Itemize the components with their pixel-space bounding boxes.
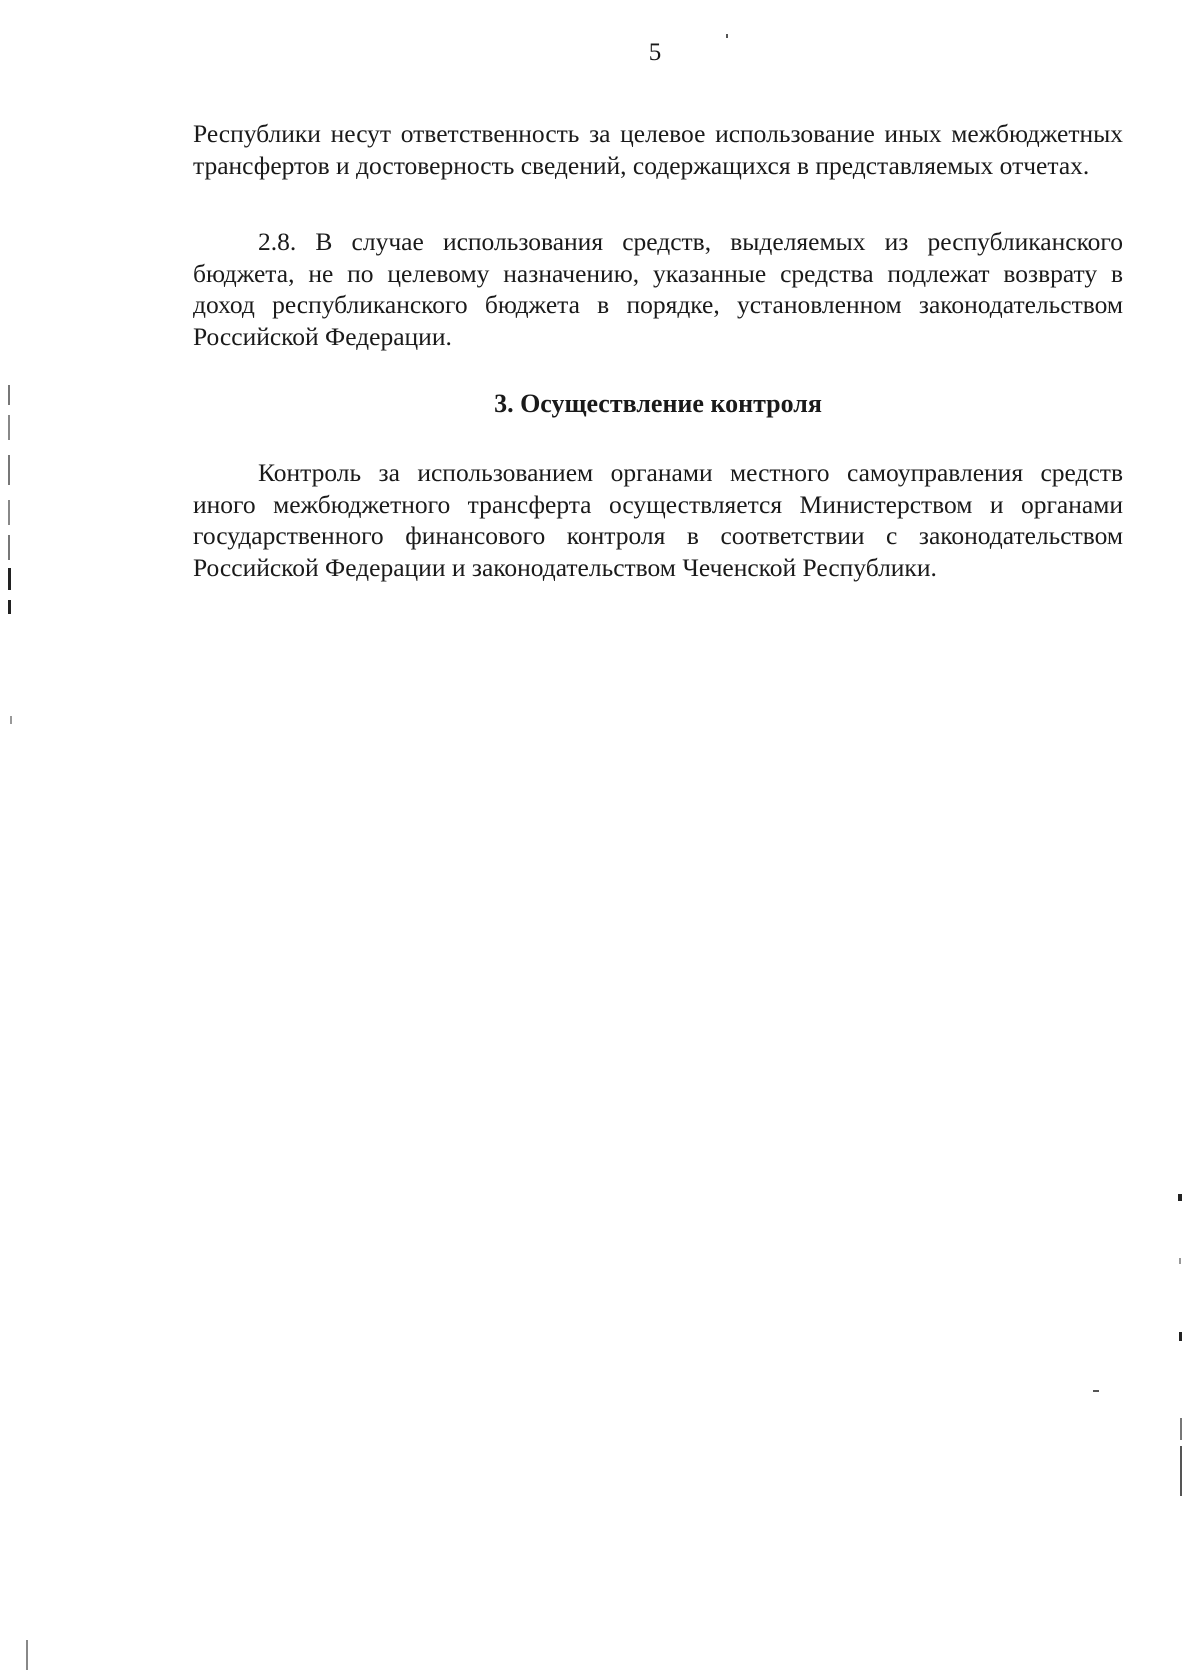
paragraph-continuation-text: Республики несут ответственность за целевое использование иных межбюджетных трансфертов и достоверность сведений, содержащихся в представляемых отчетах. — [193, 119, 1123, 180]
scan-mark — [726, 34, 728, 38]
scan-mark — [1179, 1332, 1182, 1341]
paragraph-continuation — [193, 118, 1123, 181]
scan-mark — [8, 455, 10, 485]
scan-mark — [1180, 1446, 1182, 1496]
scan-mark — [1180, 1418, 1182, 1440]
section-body — [193, 457, 1123, 583]
section-heading: 3. Осуществление контроля — [494, 389, 822, 418]
scan-mark — [8, 568, 11, 590]
scan-mark — [8, 500, 10, 525]
scan-mark — [1179, 1258, 1181, 1264]
scan-mark — [8, 415, 10, 440]
scan-mark — [1178, 1194, 1182, 1201]
scan-mark — [8, 385, 10, 405]
scan-mark — [8, 600, 11, 614]
page-number: 5 — [648, 39, 662, 66]
scan-mark — [8, 535, 10, 560]
scan-mark — [26, 1640, 28, 1670]
scan-mark — [10, 716, 12, 724]
paragraph-clause-2-8 — [193, 226, 1123, 352]
paragraph-clause-2-8-text: 2.8. В случае использования средств, выделяемых из республиканского бюджета, не по целевому назначению, указанные средства подлежат возврату в доход республиканского бюджета в порядке, установленном законодательством Российской Федерации. — [193, 227, 1123, 351]
scan-mark — [1093, 1390, 1099, 1392]
section-body-text: Контроль за использованием органами местного самоуправления средств иного межбюджетного трансферта осуществляется Министерством и органами государственного финансового контроля в соответствии с законодательством Российской Федерации и законодательством Чеченской Республики. — [193, 458, 1123, 582]
